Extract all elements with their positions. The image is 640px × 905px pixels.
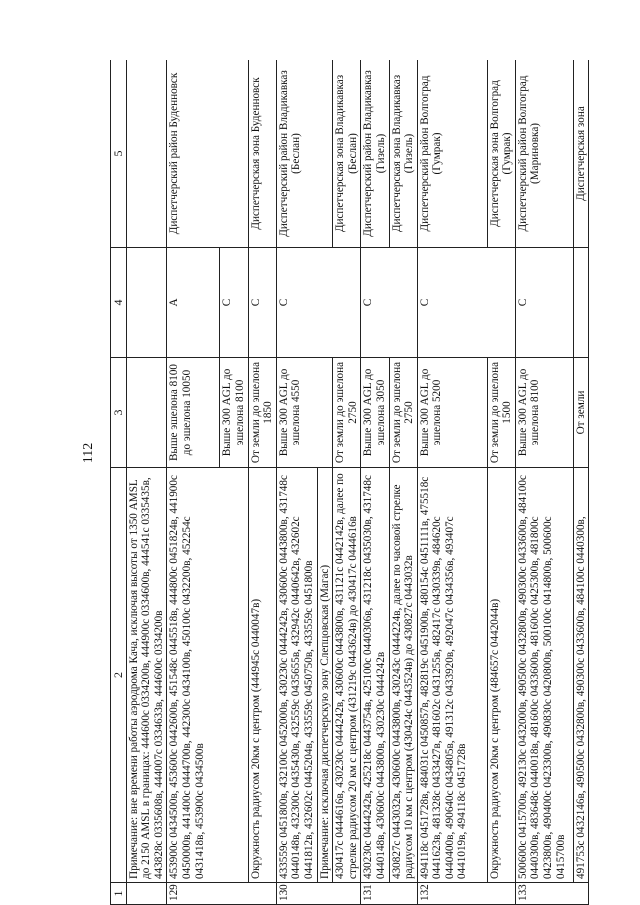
dispatch-area-cell: Диспетчерский район Владикавказ (Беслан): [276, 60, 332, 248]
note-cell: Примечание: исключая диспетчерскую зону Слепцовская (Магас): [317, 468, 333, 883]
class-cell: C: [276, 248, 361, 358]
coordinates-cell: 430827с 0443032в, 430600с 0443800в, 430243с 0444224в, далее по часовой стрелке радиусом 10 км с центром (430424с 0443524в) до 430827с 0443032в: [389, 468, 417, 883]
header-row: [111, 60, 127, 905]
altitude-cell: От земли до эшелона 2750: [333, 358, 361, 468]
coordinates-cell: 500600с 0415700в, 492130с 0432000в, 490500с 0432800в, 490300с 0433600в, 484100с 0440300в, 483648с 0440018в, 481600с 0433600в, 481600с 0425300в, 481800с 0423800в, 490400с 0423300в, 490830с 0420800в, 500100с 0414800в, 500600с 0415700в: [515, 468, 573, 883]
airspace-table: [110, 60, 589, 905]
rotated-page: [110, 60, 625, 905]
class-cell: C: [515, 248, 573, 358]
table-row-130: [276, 60, 317, 905]
class-cell: C: [361, 248, 417, 358]
altitude-cell: От земли: [573, 358, 589, 468]
header-col-4: 4: [111, 248, 127, 358]
table-row-133: [515, 60, 573, 905]
dispatch-area-cell: Диспетчерский район Волгоград (Мариновка): [515, 60, 573, 248]
dispatch-area-cell: Диспетчерский район Буденновск: [167, 60, 248, 248]
table-row: [333, 60, 361, 905]
altitude-cell: От земли до эшелона 1850: [248, 358, 276, 468]
circle-cell: Окружность радиусом 20км с центром (444945с 0440047в): [248, 468, 276, 883]
class-cell: C: [248, 248, 276, 358]
page-number: 112: [81, 442, 97, 464]
coordinates-cell: 491753с 0432146в, 490500с 0432800в, 490300с 0433600в, 484100с 0440300в,: [573, 468, 589, 883]
altitude-cell: Выше 300 AGL до эшелона 5200: [417, 358, 487, 468]
dispatch-area-cell: Диспетчерский район Владикавказ (Гизель): [361, 60, 389, 248]
table-row: [126, 60, 167, 905]
table-row-132: [417, 60, 487, 905]
coordinates-cell: 430417с 0444616в, 430230с 0444242в, 430600с 0443800в, 431121с 0442142в, далее по стрелке радиусом 20 км с центром (431219с 0443624в) до 430417с 0444616в: [333, 468, 361, 883]
table-row: [389, 60, 417, 905]
airspace-table-wrapper: [110, 60, 625, 905]
class-cell: C: [417, 248, 515, 358]
row-number: 133: [515, 883, 589, 905]
class-cell: A: [167, 248, 220, 358]
header-col-1: 1: [111, 883, 127, 905]
class-cell: C: [220, 248, 248, 358]
table-row: [573, 60, 589, 905]
note-cell: Примечание: вне времени работы аэродрома Кача, исключая высоты от 1350 AMSL до 2150 AMSL в границах: 444600с 0334200в, 444900с 0334600в, 444541с 0335435в, 443828с 0335608в, 444007с 0334633в, 444600с 0334200в: [126, 468, 167, 883]
row-number: 129: [167, 883, 276, 905]
table-row-131: [361, 60, 389, 905]
row-number: 130: [276, 883, 361, 905]
table-row: [487, 60, 515, 905]
coordinates-cell: 433559с 0451800в, 432100с 0452000в, 430230с 0444242в, 430600с 0443800в, 431748с 0440148в, 432300с 0435430в, 432559с 0435655в, 432942с 0440642в, 432602с 0441812в, 432602с 0445204в, 433559с 0450750в, 433559с 0451800в: [276, 468, 317, 883]
row-number: 131: [361, 883, 417, 905]
altitude-cell: Выше 300 AGL до эшелона 3050: [361, 358, 389, 468]
table-row: [248, 60, 276, 905]
altitude-cell: От земли до эшелона 2750: [389, 358, 417, 468]
circle-cell: Окружность радиусом 20км с центром (484657с 0442044в): [487, 468, 515, 883]
coordinates-cell: 453900с 0434500в, 453600с 0442600в, 451548с 0445518в, 444800с 0451824в, 441900с 0450000в, 441400с 0444700в, 442300с 0434100в, 450100с 0432200в, 452254с 0431418в, 453900с 0434500в: [167, 468, 248, 883]
header-col-2: 2: [111, 468, 127, 883]
coordinates-cell: 494118с 0451728в, 484031с 0450857в, 482819с 0451900в, 480154с 0451111в, 475518с 0441623в, 481328с 0433427в, 481602с 0431255в, 482417с 0430339в, 484620с 0440400в, 490640с 0434805в, 491312с 0433920в, 492047с 0434356в, 493407с 0441019в, 494118с 0451728в: [417, 468, 487, 883]
coordinates-cell: 430230с 0444242в, 425218с 0443754в, 425100с 0440306в, 431218с 0435030в, 431748с 0440148в, 430600с 0443800в, 430230с 0444242в: [361, 468, 389, 883]
table-row-129: [167, 60, 220, 905]
dispatch-area-cell: Диспетчерский район Волгоград (Гумрак): [417, 60, 487, 248]
dispatch-zone-cell: Диспетчерская зона Волгоград (Гумрак): [487, 60, 515, 248]
altitude-cell: Выше 300 AGL до эшелона 8100: [515, 358, 573, 468]
altitude-cell: От земли до эшелона 1500: [487, 358, 515, 468]
dispatch-zone-cell: Диспетчерская зона Владикавказ (Беслан): [333, 60, 361, 248]
altitude-cell: Выше эшелона 8100 до эшелона 10050: [167, 358, 220, 468]
dispatch-zone-cell: Диспетчерская зона: [573, 60, 589, 248]
altitude-cell: Выше 300 AGL до эшелона 4550: [276, 358, 332, 468]
dispatch-zone-cell: Диспетчерская зона Буденновск: [248, 60, 276, 248]
header-col-3: 3: [111, 358, 127, 468]
row-number: 132: [417, 883, 515, 905]
dispatch-zone-cell: Диспетчерская зона Владикавказ (Гизель): [389, 60, 417, 248]
header-col-5: 5: [111, 60, 127, 248]
altitude-cell: Выше 300 AGL до эшелона 8100: [220, 358, 248, 468]
